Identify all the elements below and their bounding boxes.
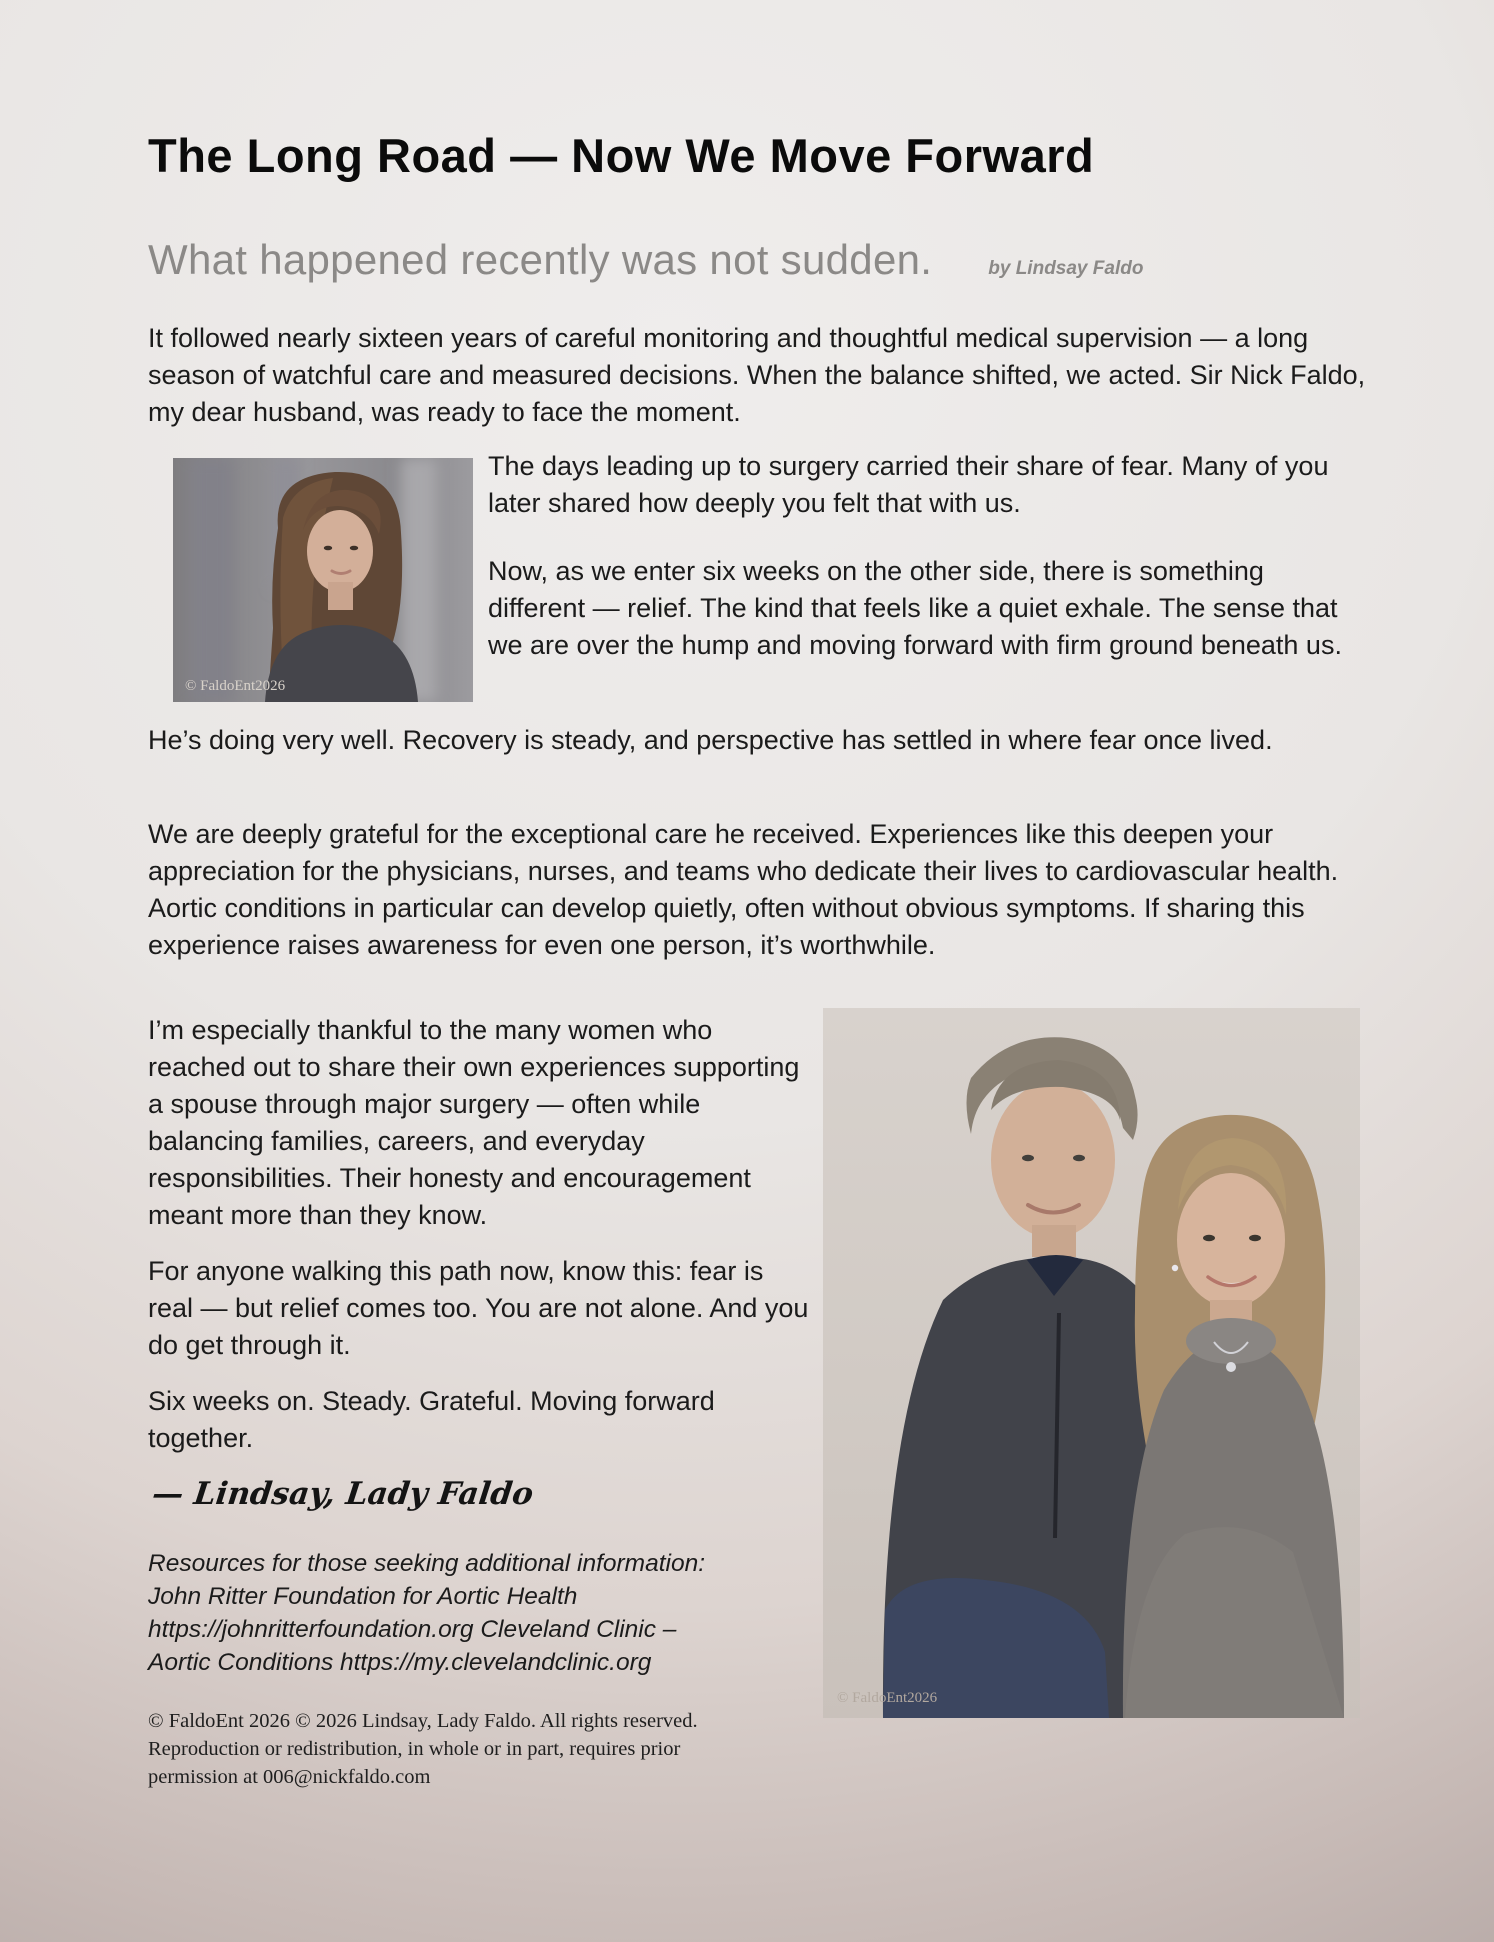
subtitle-row: [148, 236, 1143, 284]
couple-woman-figure: [1123, 1115, 1344, 1718]
paragraph-days-before: The days leading up to surgery carried their share of fear. Many of you later shared how deeply you felt that with us.: [488, 451, 1329, 518]
portrait-woman-figure: [265, 472, 418, 702]
portrait-photo-image: [173, 458, 473, 702]
portrait-photo: [173, 458, 473, 702]
subtitle: What happened recently was not sudden.: [148, 236, 933, 283]
paragraph-six-weeks-on: Six weeks on. Steady. Grateful. Moving forward together.: [148, 1386, 715, 1453]
copyright-text: © FaldoEnt 2026 © 2026 Lindsay, Lady Faldo. All rights reserved. Reproduction or redistribution, in whole or in part, requires prior permission at 006@nickfaldo.com: [148, 1710, 698, 1788]
signature: — Lindsay, Lady Faldo: [150, 1476, 536, 1512]
page-title: The Long Road — Now We Move Forward: [148, 129, 1095, 182]
resources-text: Resources for those seeking additional information: John Ritter Foundation for Aortic Health https://johnritterfoundation.org Cleveland Clinic – Aortic Conditions https://my.clevelandclinic.org: [148, 1550, 706, 1676]
byline: by Lindsay Faldo: [988, 258, 1144, 279]
paragraph-intro: It followed nearly sixteen years of careful monitoring and thoughtful medical supervision — a long season of watchful care and measured decisions. When the balance shifted, we acted. Sir Nick Faldo, my dear husband, was ready to face the moment.: [148, 323, 1366, 427]
paragraph-thankful: I’m especially thankful to the many women who reached out to share their own experiences supporting a spouse through major surgery — often while balancing families, careers, and everyday responsibilities. Their honesty and encouragement meant more than they know.: [148, 1015, 800, 1230]
couple-photo: [823, 1008, 1360, 1718]
couple-photo-image: [823, 1008, 1360, 1718]
portrait-watermark: © FaldoEnt2026: [185, 678, 286, 694]
paragraph-grateful: We are deeply grateful for the exceptional care he received. Experiences like this deepen your appreciation for the physicians, nurses, and teams who dedicate their lives to cardiovascular health. Aortic conditions in particular can develop quietly, often without obvious symptoms. If sharing this experience raises awareness for even one person, it’s worthwhile.: [148, 819, 1339, 960]
beside-photo-text: [488, 448, 1356, 664]
couple-watermark: © FaldoEnt2026: [837, 1690, 938, 1706]
paragraph-for-anyone: For anyone walking this path now, know this: fear is real — but relief comes too. You are not alone. And you do get through it.: [148, 1256, 809, 1360]
left-column: [148, 1012, 810, 1791]
paragraph-recovery: He’s doing very well. Recovery is steady, and perspective has settled in where fear once lived.: [148, 725, 1273, 755]
paragraph-six-weeks-other-side: Now, as we enter six weeks on the other side, there is something different — relief. The kind that feels like a quiet exhale. The sense that we are over the hump and moving forward with firm ground beneath us.: [488, 556, 1342, 660]
